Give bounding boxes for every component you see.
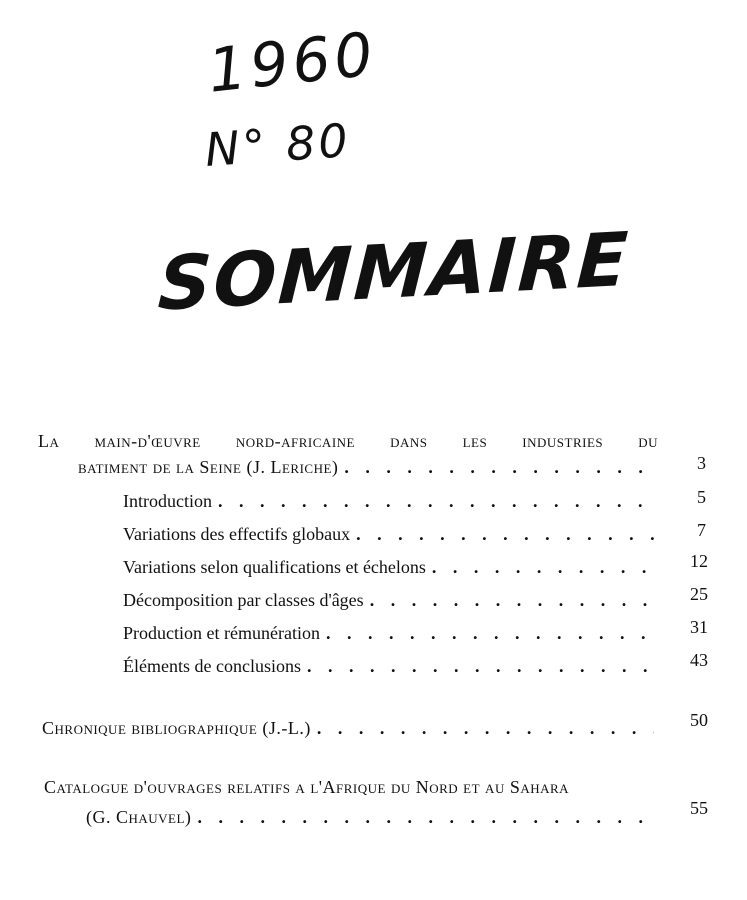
toc-entry-title-line: Chronique bibliographique (J.-L.): [42, 718, 311, 738]
page-number: 12: [690, 551, 708, 571]
toc-subentry-label: Variations selon qualifications et échelons: [123, 557, 426, 577]
toc-entry: [78, 456, 660, 478]
toc-subentry: [123, 622, 660, 644]
page-title: SOMMAIRE: [156, 216, 632, 328]
dot-leader: [370, 589, 654, 611]
toc-subentry: [123, 589, 660, 611]
toc-entry-title-line: Catalogue d'ouvrages relatifs a l'Afrique du Nord et au Sahara: [44, 777, 570, 797]
handwritten-issue-number: N° 80: [203, 112, 353, 178]
toc-subentry-label: Variations des effectifs globaux: [123, 524, 351, 544]
toc-entry-title-line: La main-d'œuvre nord-africaine dans les industries du: [38, 431, 658, 451]
handwritten-year: 1960: [204, 19, 380, 107]
page-number: 31: [690, 617, 708, 637]
dot-leader: [197, 806, 654, 828]
page-number: 3: [697, 453, 706, 473]
page-number: 5: [697, 487, 706, 507]
toc-entry: [86, 806, 660, 828]
page-number: 50: [690, 710, 708, 730]
toc-entry-title-line: (G. Chauvel): [86, 807, 192, 827]
dot-leader: [307, 655, 654, 677]
page-number: 25: [690, 584, 708, 604]
dot-leader: [218, 490, 654, 512]
toc-subentry: [123, 523, 660, 545]
toc-subentry-label: Décomposition par classes d'âges: [123, 590, 364, 610]
dot-leader: [344, 456, 654, 478]
toc-subentry: [123, 556, 660, 578]
toc-subentry: [104, 655, 660, 677]
page-number: 43: [690, 650, 708, 670]
page-number: 55: [690, 798, 708, 818]
dot-leader: [432, 556, 654, 578]
dot-leader: [317, 717, 654, 739]
toc-subentry-label: Production et rémunération: [123, 623, 320, 643]
toc-subentry: [123, 490, 660, 512]
page-number: 7: [697, 520, 706, 540]
toc-entry: [42, 717, 660, 739]
dot-leader: [356, 523, 654, 545]
toc-subentry-label: Introduction: [123, 491, 212, 511]
toc-entry-title-line: batiment de la Seine (J. Leriche): [78, 457, 339, 477]
toc-subentry-label: Éléments de conclusions: [123, 656, 301, 676]
dot-leader: [326, 622, 654, 644]
